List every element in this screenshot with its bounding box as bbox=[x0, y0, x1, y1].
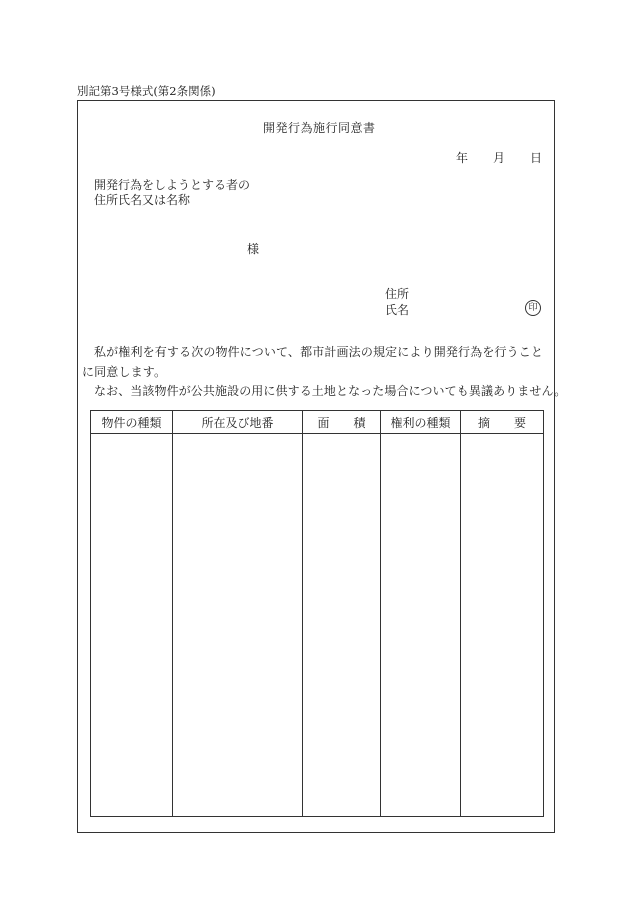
applicant-address-name-label: 住所氏名又は名称 bbox=[94, 193, 191, 207]
document-title: 開発行為施行同意書 bbox=[263, 121, 376, 135]
form-number-label: 別記第3号様式(第2条関係) bbox=[77, 84, 216, 98]
seal-icon: 印 bbox=[525, 300, 541, 316]
honorific-sama: 様 bbox=[247, 242, 260, 256]
date-month-label: 月 bbox=[493, 151, 506, 165]
cell-location-lot[interactable] bbox=[173, 434, 303, 817]
consenter-name-label: 氏名 bbox=[385, 303, 410, 317]
cell-right-type[interactable] bbox=[381, 434, 461, 817]
header-property-type: 物件の種類 bbox=[91, 411, 173, 434]
cell-property-type[interactable] bbox=[91, 434, 173, 817]
header-area: 面 積 bbox=[303, 411, 381, 434]
applicant-label: 開発行為をしようとする者の bbox=[94, 178, 251, 192]
consenter-address-label: 住所 bbox=[385, 287, 410, 301]
table-header-row bbox=[91, 411, 544, 434]
cell-remarks[interactable] bbox=[461, 434, 544, 817]
header-location-lot: 所在及び地番 bbox=[173, 411, 303, 434]
date-day-label: 日 bbox=[530, 151, 543, 165]
public-facility-note: なお、当該物件が公共施設の用に供する土地となった場合についても異議ありません。 bbox=[94, 384, 567, 398]
consent-statement: 私が権利を有する次の物件について、都市計画法の規定により開発行為を行うことに同意します。 bbox=[82, 345, 544, 379]
date-year-label: 年 bbox=[456, 151, 469, 165]
table-row bbox=[91, 434, 544, 817]
property-table bbox=[90, 410, 544, 817]
header-remarks: 摘 要 bbox=[461, 411, 544, 434]
header-right-type: 権利の種類 bbox=[381, 411, 461, 434]
cell-area[interactable] bbox=[303, 434, 381, 817]
